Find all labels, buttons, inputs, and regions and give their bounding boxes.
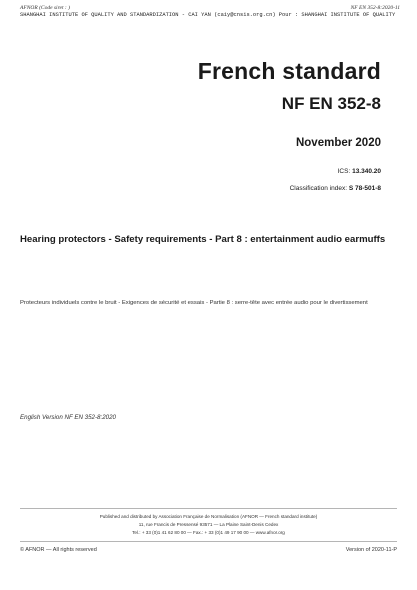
title-french: Protecteurs individuels contre le bruit - Exigences de sécurité et essais - Partie 8 : serre-tête avec entrée audio pour le divertissement <box>20 300 368 306</box>
licensee-line: SHANGHAI INSTITUTE OF QUALITY AND STANDARDIZATION - CAI YAN (caiy@cnsis.org.cn) Pour : SHANGHAI INSTITUTE OF QUALITY <box>20 12 396 18</box>
ics-value: 13.340.20 <box>352 168 381 175</box>
version-label: Version of 2020-11-P <box>345 547 397 553</box>
copyright-notice: © AFNOR — All rights reserved <box>20 547 97 553</box>
publisher-block <box>20 513 397 537</box>
watermark-right: NF EN 352-8:2020-11 <box>350 5 400 11</box>
publication-date: November 2020 <box>295 137 381 149</box>
publisher-bottom-rule <box>20 541 397 542</box>
standard-number: NF EN 352-8 <box>281 94 381 113</box>
ics-label: ICS: <box>337 168 351 175</box>
title-english: Hearing protectors - Safety requirements - Part 8 : entertainment audio earmuffs <box>20 234 386 245</box>
english-version-note: English Version NF EN 352-8:2020 <box>20 414 116 421</box>
classification-line <box>290 185 381 192</box>
classification-value: S 78-501-8 <box>348 185 381 192</box>
publisher-contact: Tel.: + 33 (0)1 41 62 80 00 — Fax.: + 33 (0)1 49 17 90 00 — www.afnor.org <box>132 530 285 535</box>
document-kind: French standard <box>197 58 381 84</box>
classification-label: Classification index: <box>289 185 348 192</box>
watermark-left: AFNOR (Code siret : ) <box>20 5 70 11</box>
ics-line <box>338 168 381 175</box>
publisher-address: 11, rue Francis de Pressensé 93571 — La Plaine Saint-Denis Cedex <box>138 522 279 527</box>
publisher-line-1: Published and distributed by Association Française de Normalisation (AFNOR — French standard institute) <box>99 514 318 519</box>
publisher-top-rule <box>20 508 397 509</box>
